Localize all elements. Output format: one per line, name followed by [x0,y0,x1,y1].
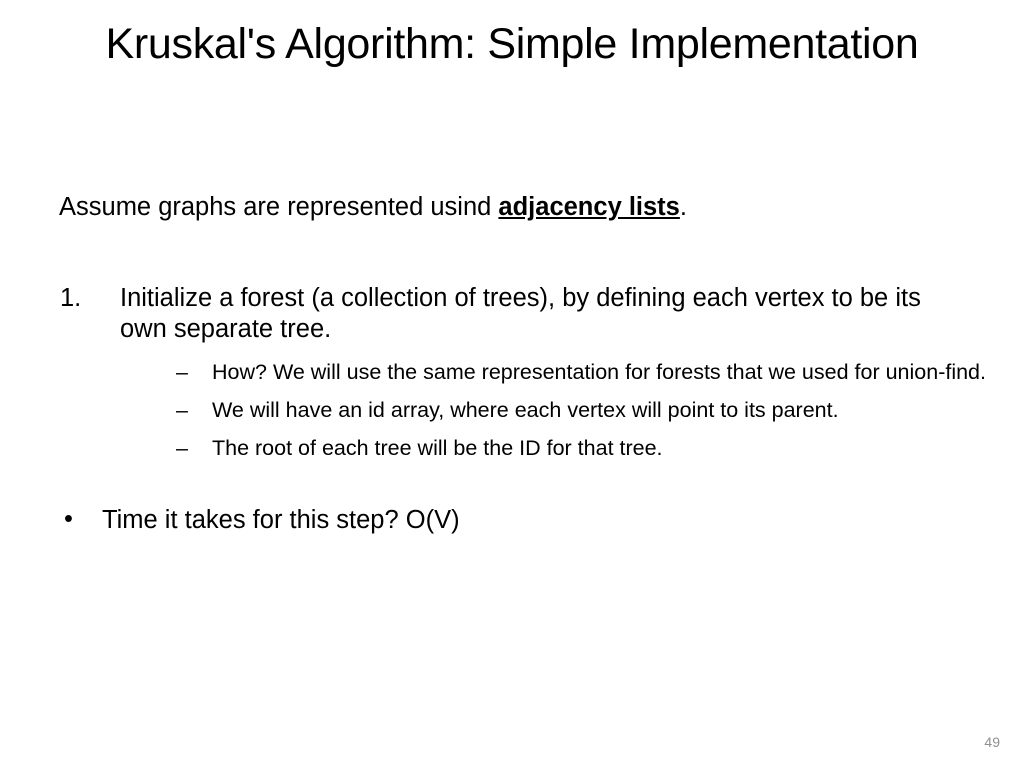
bullet-list-item [60,505,968,536]
bullet-list-item-text: Time it takes for this step? O(V) [102,506,460,535]
page-number: 49 [984,734,1000,750]
sub-list [172,359,1020,462]
sub-list-item-text: The root of each tree will be the ID for that tree. [212,435,663,460]
intro-text-before: Assume graphs are represented usind [59,193,499,221]
numbered-list [58,283,986,462]
bullet-list [58,505,968,536]
bullet-icon: • [64,505,73,534]
intro-paragraph [59,192,968,223]
sub-list-wrapper [172,359,1020,462]
list-item [58,283,986,462]
sub-list-item [172,359,1020,386]
sub-list-item-text: How? We will use the same representation for forests that we used for union-find. [212,359,986,384]
sub-list-item-text: We will have an id array, where each vertex will point to its parent. [212,397,839,422]
list-item-text: Initialize a forest (a collection of trees), by defining each vertex to be its own separate tree. [120,283,921,343]
page-title: Kruskal's Algorithm: Simple Implementation [105,20,919,68]
sub-list-item [172,435,1020,462]
dash-icon: – [176,359,188,384]
intro-emphasis: adjacency lists [498,193,680,221]
dash-icon: – [176,435,188,460]
intro-text-after: . [679,193,687,221]
sub-list-item [172,397,1020,424]
slide-body [58,192,986,537]
list-item-marker: 1. [60,283,82,312]
dash-icon: – [176,397,188,422]
